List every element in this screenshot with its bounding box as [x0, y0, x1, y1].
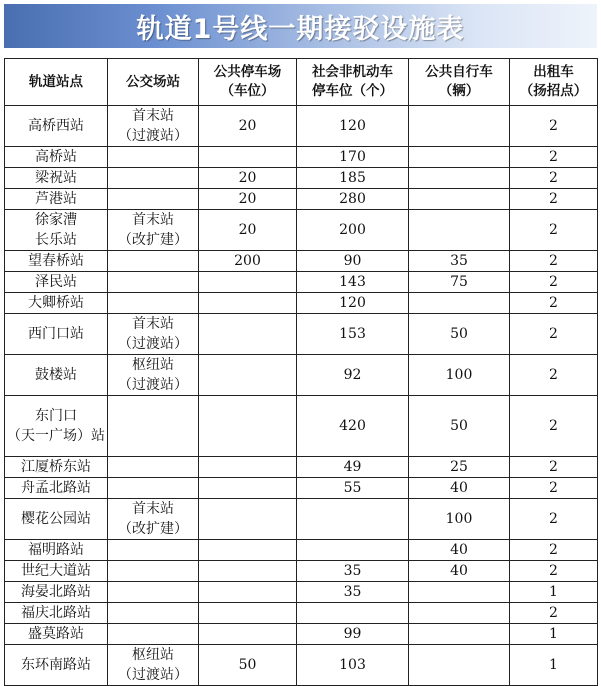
cell-station-line: 樱花公园站 [21, 511, 91, 527]
cell-bus-hub-line: 首末站 [132, 316, 174, 332]
cell-bus-hub [108, 603, 199, 624]
cell-public-bike [409, 189, 510, 210]
cell-taxi: 2 [510, 210, 598, 251]
cell-nonmotor: 185 [297, 168, 409, 189]
cell-taxi: 2 [510, 355, 598, 396]
cell-taxi: 2 [510, 314, 598, 355]
cell-taxi: 2 [510, 478, 598, 499]
cell-station-line: 高桥站 [35, 148, 77, 165]
cell-bus-hub [108, 293, 199, 314]
header-text-line: 社会非机动车 [312, 64, 393, 80]
cell-nonmotor: 35 [297, 582, 409, 603]
cell-station-line: 芦港站 [35, 190, 77, 207]
cell-station [5, 251, 108, 272]
cell-bus-hub-line: 首末站 [132, 108, 174, 124]
cell-parking: 20 [199, 106, 297, 147]
cell-taxi: 1 [510, 624, 598, 645]
cell-nonmotor [297, 603, 409, 624]
cell-station [5, 499, 108, 540]
cell-taxi: 2 [510, 189, 598, 210]
cell-bus-hub-line: （过渡站） [118, 128, 188, 144]
cell-nonmotor: 49 [297, 457, 409, 478]
cell-parking [199, 561, 297, 582]
cell-bus-hub [108, 396, 199, 457]
table-row [5, 189, 598, 210]
cell-parking [199, 457, 297, 478]
header-public-bike [409, 59, 510, 106]
cell-public-bike [409, 147, 510, 168]
header-text-line: （辆） [438, 83, 480, 99]
cell-parking [199, 147, 297, 168]
header-text-line: （扬招点） [519, 83, 588, 99]
cell-station [5, 189, 108, 210]
cell-station [5, 314, 108, 355]
header-nonmotor [297, 59, 409, 106]
table-row [5, 355, 598, 396]
facility-table [4, 58, 598, 686]
cell-public-bike [409, 582, 510, 603]
cell-bus-hub [108, 272, 199, 293]
cell-public-bike [409, 293, 510, 314]
cell-parking: 20 [199, 168, 297, 189]
cell-bus-hub-line: （改扩建） [118, 521, 188, 537]
cell-nonmotor: 99 [297, 624, 409, 645]
cell-public-bike [409, 645, 510, 686]
cell-bus-hub [108, 540, 199, 561]
cell-station [5, 147, 108, 168]
cell-bus-hub [108, 168, 199, 189]
cell-bus-hub [108, 561, 199, 582]
table-row [5, 210, 598, 251]
cell-nonmotor: 90 [297, 251, 409, 272]
cell-station-line: 高桥西站 [28, 118, 84, 134]
cell-nonmotor: 92 [297, 355, 409, 396]
cell-taxi: 2 [510, 561, 598, 582]
cell-station-line: 鼓楼站 [35, 367, 77, 383]
cell-station [5, 457, 108, 478]
table-row [5, 314, 598, 355]
cell-station [5, 293, 108, 314]
header-bus-hub [108, 59, 199, 106]
cell-bus-hub [108, 355, 199, 396]
cell-parking [199, 478, 297, 499]
cell-public-bike: 25 [409, 457, 510, 478]
title-banner [4, 4, 597, 48]
cell-public-bike: 35 [409, 251, 510, 272]
table-row [5, 106, 598, 147]
cell-public-bike [409, 603, 510, 624]
cell-parking [199, 499, 297, 540]
cell-station [5, 272, 108, 293]
cell-station-line: 东门口 [35, 408, 77, 424]
cell-public-bike [409, 624, 510, 645]
cell-taxi: 2 [510, 147, 598, 168]
header-row [5, 59, 598, 106]
cell-nonmotor: 120 [297, 293, 409, 314]
cell-taxi: 2 [510, 251, 598, 272]
cell-station-line: 长乐站 [35, 232, 77, 248]
cell-taxi: 2 [510, 457, 598, 478]
cell-public-bike: 75 [409, 272, 510, 293]
cell-public-bike: 50 [409, 396, 510, 457]
cell-parking [199, 540, 297, 561]
header-text-line: 出租车 [533, 64, 574, 80]
cell-nonmotor: 280 [297, 189, 409, 210]
cell-public-bike: 40 [409, 540, 510, 561]
cell-station [5, 210, 108, 251]
cell-public-bike: 50 [409, 314, 510, 355]
table-row [5, 582, 598, 603]
cell-bus-hub [108, 499, 199, 540]
cell-station-line: 梁祝站 [35, 169, 77, 186]
cell-station [5, 645, 108, 686]
cell-bus-hub [108, 478, 199, 499]
header-text-line: 公共停车场 [213, 64, 282, 80]
cell-parking [199, 396, 297, 457]
cell-bus-hub [108, 189, 199, 210]
cell-station-line: 舟孟北路站 [21, 479, 91, 496]
header-text-line: 公共自行车 [425, 64, 493, 80]
cell-nonmotor: 153 [297, 314, 409, 355]
cell-taxi: 2 [510, 603, 598, 624]
cell-public-bike: 40 [409, 478, 510, 499]
cell-bus-hub-line: （改扩建） [118, 232, 188, 248]
header-text-line: 公交场站 [126, 73, 180, 90]
cell-parking: 200 [199, 251, 297, 272]
cell-station [5, 603, 108, 624]
cell-public-bike [409, 210, 510, 251]
cell-nonmotor: 55 [297, 478, 409, 499]
cell-bus-hub [108, 624, 199, 645]
cell-bus-hub-line: （过渡站） [118, 336, 188, 352]
cell-nonmotor: 35 [297, 561, 409, 582]
cell-station-line: 泽民站 [35, 273, 77, 290]
cell-station-line: 徐家漕 [35, 212, 77, 228]
cell-bus-hub-line: 枢纽站 [132, 357, 174, 373]
cell-public-bike [409, 168, 510, 189]
cell-station-line: 大卿桥站 [28, 294, 84, 311]
cell-public-bike: 40 [409, 561, 510, 582]
page-title: 轨道1号线一期接驳设施表 [136, 13, 465, 45]
cell-parking: 50 [199, 645, 297, 686]
table-row [5, 147, 598, 168]
cell-nonmotor: 103 [297, 645, 409, 686]
cell-station-line: 江厦桥东站 [21, 458, 91, 475]
table-row [5, 293, 598, 314]
cell-taxi: 2 [510, 168, 598, 189]
cell-station-line: 海晏北路站 [21, 583, 91, 600]
table-row [5, 540, 598, 561]
cell-station-line: 东环南路站 [21, 657, 91, 673]
cell-parking [199, 293, 297, 314]
table-row [5, 478, 598, 499]
cell-station [5, 478, 108, 499]
cell-station [5, 624, 108, 645]
cell-station-line: （天一广场）站 [7, 428, 105, 444]
table-body [5, 106, 598, 686]
cell-parking: 20 [199, 189, 297, 210]
cell-taxi: 1 [510, 645, 598, 686]
header-parking [199, 59, 297, 106]
cell-bus-hub [108, 106, 199, 147]
table-row [5, 272, 598, 293]
cell-station-line: 福庆北路站 [21, 604, 91, 621]
cell-taxi: 2 [510, 106, 598, 147]
cell-bus-hub [108, 457, 199, 478]
table-row [5, 457, 598, 478]
cell-station [5, 106, 108, 147]
cell-bus-hub [108, 314, 199, 355]
header-station [5, 59, 108, 106]
header-text-line: （车位） [220, 83, 275, 99]
table-row [5, 396, 598, 457]
cell-bus-hub [108, 147, 199, 168]
cell-parking [199, 272, 297, 293]
cell-parking [199, 355, 297, 396]
cell-nonmotor: 420 [297, 396, 409, 457]
cell-station-line: 福明路站 [28, 541, 84, 558]
cell-nonmotor: 170 [297, 147, 409, 168]
header-text-line: 轨道站点 [29, 73, 83, 90]
cell-station-line: 世纪大道站 [21, 562, 91, 579]
cell-nonmotor [297, 540, 409, 561]
cell-nonmotor: 143 [297, 272, 409, 293]
table-row [5, 645, 598, 686]
table-row [5, 603, 598, 624]
cell-bus-hub-line: 首末站 [132, 212, 174, 228]
cell-bus-hub [108, 210, 199, 251]
cell-bus-hub [108, 251, 199, 272]
cell-taxi: 2 [510, 396, 598, 457]
header-taxi [510, 59, 598, 106]
table-row [5, 499, 598, 540]
cell-station-line: 望春桥站 [28, 252, 84, 269]
cell-bus-hub-line: （过渡站） [118, 377, 188, 393]
table-row [5, 561, 598, 582]
cell-taxi: 2 [510, 499, 598, 540]
cell-taxi: 2 [510, 540, 598, 561]
cell-station [5, 168, 108, 189]
cell-station [5, 561, 108, 582]
table-row [5, 624, 598, 645]
table-row [5, 168, 598, 189]
cell-bus-hub [108, 645, 199, 686]
cell-nonmotor [297, 499, 409, 540]
cell-taxi: 1 [510, 582, 598, 603]
header-text-line: 停车位（个） [312, 83, 393, 99]
cell-parking [199, 603, 297, 624]
cell-bus-hub-line: （过渡站） [118, 667, 188, 683]
cell-parking [199, 624, 297, 645]
cell-public-bike: 100 [409, 355, 510, 396]
cell-taxi: 2 [510, 293, 598, 314]
cell-parking: 20 [199, 210, 297, 251]
cell-bus-hub-line: 首末站 [132, 501, 174, 517]
cell-station-line: 西门口站 [28, 326, 84, 342]
cell-station-line: 盛莫路站 [28, 625, 84, 642]
cell-nonmotor: 120 [297, 106, 409, 147]
cell-station [5, 540, 108, 561]
cell-parking [199, 582, 297, 603]
cell-station [5, 355, 108, 396]
cell-taxi: 2 [510, 272, 598, 293]
cell-station [5, 396, 108, 457]
cell-public-bike [409, 106, 510, 147]
cell-station [5, 582, 108, 603]
cell-public-bike: 100 [409, 499, 510, 540]
cell-parking [199, 314, 297, 355]
table-row [5, 251, 598, 272]
cell-bus-hub [108, 582, 199, 603]
cell-nonmotor: 200 [297, 210, 409, 251]
cell-bus-hub-line: 枢纽站 [132, 647, 174, 663]
